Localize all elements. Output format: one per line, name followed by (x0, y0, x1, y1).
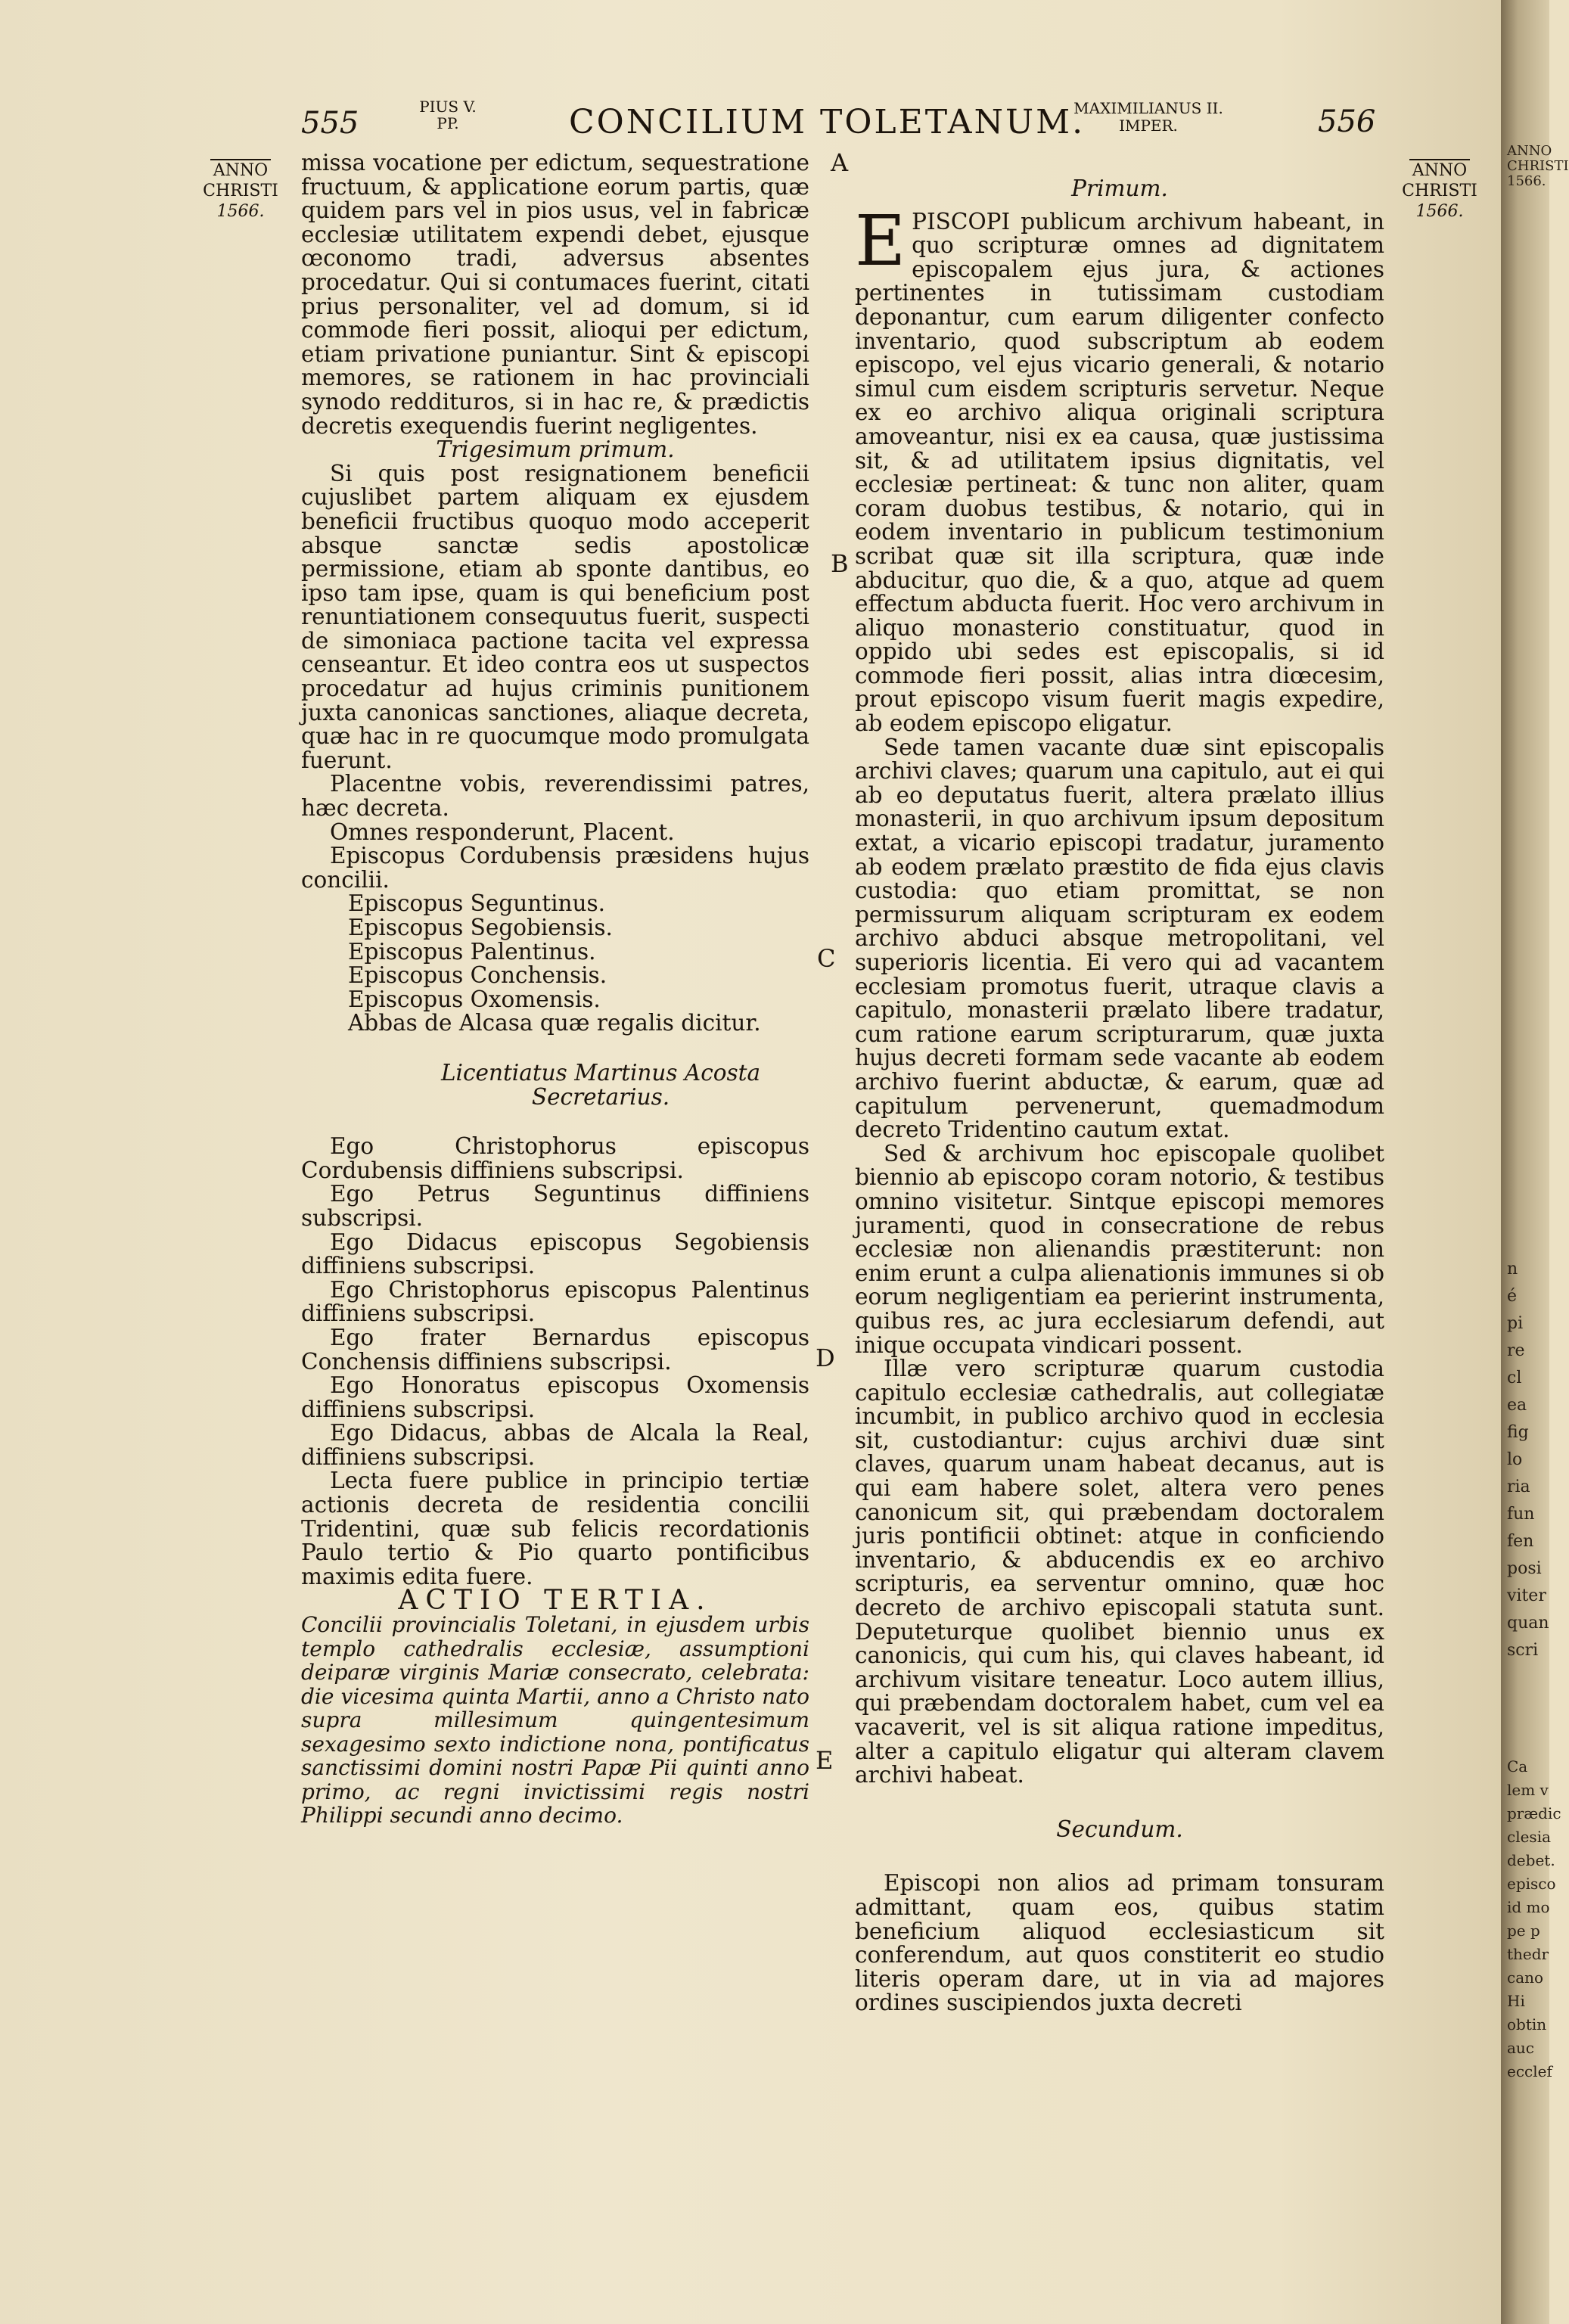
margin-letter-d: D (816, 1344, 835, 1372)
pope-line1: PIUS V. (419, 98, 477, 116)
gutter-fragment: pi (1507, 1314, 1524, 1333)
margin-letter-c: C (817, 944, 836, 973)
gutter-fragment: 1566. (1507, 173, 1546, 189)
left-paragraph-5: Episcopus Cordubensis præsidens hujus concilii. (301, 843, 809, 893)
gutter-fragment: cl (1507, 1369, 1522, 1387)
running-title: CONCILIUM TOLETANUM. (569, 103, 1086, 141)
gutter-fragment: quan (1507, 1614, 1549, 1633)
gutter-fragment: episco (1507, 1875, 1556, 1893)
gutter-fragment: obtin (1507, 2015, 1547, 2034)
gutter-fragment: é (1507, 1287, 1518, 1306)
sidenote-right-line2: CHRISTI (1402, 182, 1477, 200)
gutter-fragment: debet. (1507, 1851, 1555, 1869)
gutter-fragment: thedr (1507, 1945, 1549, 1963)
gutter-fragment: fun (1507, 1505, 1535, 1524)
gutter-fragment: scri (1507, 1641, 1539, 1660)
secretary-line-1: Licentiatus Martinus Acosta (440, 1059, 761, 1086)
gutter-fragment: fen (1507, 1532, 1534, 1551)
sidenote-left-line2: CHRISTI (203, 182, 278, 200)
section-heading-primum: Primum. (1071, 176, 1168, 201)
page-number-right: 556 (1318, 104, 1376, 139)
bishop-list (301, 892, 809, 1036)
right-paragraph-2: Sede tamen vacante duæ sint episcopalis archivi claves; quarum una capitulo, aut ei qui ab eo deputatus fuerit, altera prælato illius monasterii, in quo archivum ipsum depositum extat, a vicario episcopi tradatur, juramento ab eodem prælato præstito de fida ejus clavis custodia: quo etiam promittat, se non permissurum aliquam scripturam ex eodem archivo abduci absque metropolitani, vel superioris licentia. Ei vero qui ad vacantem ecclesiam promotus fuerit, utraque clavis a capitulo, monasterii prælato libere tradatur, cum ratione earum scripturarum, quæ juxta hujus decreti formam sede vacante ab eodem archivo fuerint abductæ, & earum, quæ ad capitulum pervenerunt, quemadmodum decreto Tridentino cautum extat. (855, 734, 1384, 1143)
bishop-item: Episcopus Conchensis. (348, 962, 607, 989)
left-paragraph-1: missa vocatione per edictum, sequestratione fructuum, & applicatione eorum partis, quæ quidem pars vel in pios usus, vel in fabricæ ecclesiæ utilitatem expendi debet, ejusque œconomo tradi, adversus absentes procedatur. Qui si contumaces fuerint, citati prius personaliter, vel ad domum, si id commode fieri possit, alioqui per edictum, etiam privatione puniantur. Sint & episcopi memores, se rationem in hac provinciali synodo reddituros, si in hac re, & prædictis decretis exequendis fuerint negligentes. (301, 150, 809, 439)
gutter-fragment: Ca (1507, 1757, 1528, 1776)
right-paragraph-1-text: PISCOPI publicum archivum habeant, in quo scripturæ omnes ad dignitatem episcopalem ejus jura, & actiones pertinentes in tutissimam custodiam deponantur, cum earum diligenter confecto inventario, quod subscriptum ab eodem episcopo, vel ejus vicario generali, & notario simul cum eisdem scripturis servetur. Neque ex eo archivo aliqua originali scriptura amoveantur, nisi ex ea causa, quæ justissima sit, & ad utilitatem ipsius dignitatis, vel ecclesiæ pertineat: & tunc non aliter, quam coram duobus testibus, & notario, qui in eodem inventario in publicum testimonium scribat quæ sit illa scriptura, quæ inde abducitur, quo die, & a quo, atque ad quem effectum abducta fuerit. Hoc vero archivum in aliquo monasterio constituatur, quod in oppido ubi sedes est episcopalis, si id commode fieri possit, alias intra diœcesim, prout episcopo visum fuerit magis expedire, ab eodem episcopo eligatur. (855, 208, 1384, 737)
gutter-fragment: lo (1507, 1450, 1523, 1469)
gutter-fragment: ecclef (1507, 2062, 1552, 2080)
gutter-fragment: lem v (1507, 1781, 1549, 1799)
gutter-fragment: CHRISTI (1507, 158, 1569, 174)
sidenote-left (195, 159, 286, 222)
bishop-item: Episcopus Segobiensis. (348, 915, 613, 940)
right-paragraph-4: Illæ vero scripturæ quarum custodia capitulo ecclesiæ cathedralis, aut collegiatæ incumbit, in publico archivo quod in ecclesia sit, custodiantur: cujus archivi duæ sint claves, quarum unam habeat decanus, aut is qui eam habere solet, altera vero penes canonicum sit, qui præbendam doctoralem juris pontificii obtinet: atque in conficiendo inventario, & abducendis ex eo archivo scripturis, ea serventur omnino, quæ hoc decreto de archivo episcopali statuta sunt. Deputeturque quolibet biennio unus ex canonicis, qui cum his, qui claves habeant, id archivum visitare teneatur. Loco autem illius, qui præbendam doctoralem habet, cum vel ea vacaverit, vel is sit aliqua ratione impeditus, alter a capitulo eligatur qui alteram clavem archivi habeat. (855, 1356, 1384, 1788)
left-paragraph-2: Si quis post resignationem beneficii cujuslibet partem aliquam ex ejusdem beneficii fructibus quoquo modo acceperit absque sanctæ sedis apostolicæ permissione, etiam ab sponte dantibus, eo ipso tam ipse, quam is qui beneficium post renuntiationem consequutus fuerit, suspecti de simoniaca pactione tacita vel expressa censeantur. Et ideo contra eos ut suspectos procedatur ad hujus criminis punitionem juxta canonicas sanctiones, aliaque decreta, quæ hac in re quocumque modo promulgata fuerunt. (301, 460, 809, 773)
signature-item: Ego Didacus episcopus Segobiensis diffiniens subscripsi. (301, 1229, 809, 1279)
pope-line2: PP. (437, 114, 459, 132)
margin-letter-b: B (831, 549, 849, 578)
gutter-fragments-lower (1507, 1755, 1561, 2083)
gutter-fragment: pe p (1507, 1922, 1540, 1940)
left-column (301, 151, 809, 1828)
bishop-item: Abbas de Alcasa quæ regalis dicitur. (348, 1010, 761, 1036)
gutter-fragment: fig (1507, 1423, 1529, 1442)
actio-tertia-heading: ACTIO TERTIA. (398, 1585, 713, 1617)
bishop-item: Episcopus Palentinus. (348, 938, 596, 965)
emperor-label (1073, 100, 1224, 135)
next-page-edge (1501, 0, 1569, 2324)
gutter-fragment: n (1507, 1260, 1518, 1279)
section-heading-secundum: Secundum. (1056, 1816, 1183, 1842)
gutter-fragment: viter (1507, 1586, 1546, 1605)
gutter-fragment: ANNO (1507, 143, 1552, 159)
gutter-fragment: clesia (1507, 1828, 1552, 1846)
sidenote-left-line1: ANNO (210, 159, 271, 181)
gutter-fragment: id mo (1507, 1898, 1550, 1916)
gutter-fragment: re (1507, 1341, 1525, 1360)
pope-label (418, 98, 478, 132)
sidenote-right-line3: 1566. (1415, 202, 1464, 221)
right-paragraph-3: Sed & archivum hoc episcopale quolibet biennio ab episcopo coram notorio, & testibus omnino visitetur. Sintque episcopi memores juramenti, quod in consecratione de rebus ecclesiæ non alienandis præstiterunt: non enim erunt a culpa alienationis immunes si ob eorum negligentiam ea perierint instrumenta, quibus res, ac jura ecclesiarum defendi, aut inique occupata vindicari possent. (855, 1140, 1384, 1358)
gutter-fragment: ea (1507, 1396, 1527, 1415)
signature-item: Ego Didacus, abbas de Alcala la Real, diffiniens subscripsi. (301, 1420, 809, 1470)
signature-list (301, 1135, 809, 1469)
margin-letter-e: E (816, 1746, 834, 1775)
page-number-left: 555 (301, 106, 359, 141)
right-paragraph-5: Episcopi non alios ad primam tonsuram admittant, quam eos, quibus statim beneficium aliquod ecclesiasticum sit conferendum, aut quos constiterit eo studio literis operam dare, ut in via ad majores ordines suscipiendos juxta decreti (855, 1870, 1384, 2016)
emperor-line1: MAXIMILIANUS II. (1073, 99, 1223, 117)
gutter-fragment: ria (1507, 1477, 1530, 1496)
actio-intro: Concilii provincialis Toletani, in ejusdem urbis templo cathedralis ecclesiæ, assumptioni deiparæ virginis Mariæ consecrato, celebrata: die vicesima quinta Martii, anno a Christo nato supra millesimum quingentesimum sexagesimo sexto indictione nona, pontificatus sanctissimi domini nostri Papæ Pii quinti anno primo, ac regni invictissimi regis nostri Philippi secundi anno decimo. (301, 1612, 809, 1828)
left-paragraph-6: Lecta fuere publice in principio tertiæ actionis decreta de residentia concilii Tridentini, quæ sub felicis recordationis Paulo tertio & Pio quarto pontificibus maximis edita fuere. (301, 1468, 809, 1589)
sidenote-left-line3: 1566. (216, 202, 265, 221)
emperor-line2: IMPER. (1119, 117, 1178, 135)
gutter-fragment: posi (1507, 1559, 1542, 1578)
secretary-line-2: Secretarius. (531, 1083, 670, 1110)
bishop-item: Episcopus Seguntinus. (348, 890, 606, 917)
left-paragraph-3: Placentne vobis, reverendissimi patres, hæc decreta. (301, 771, 809, 822)
signature-item: Ego Honoratus episcopus Oxomensis diffiniens subscripsi. (301, 1372, 809, 1422)
gutter-fragments-upper (1507, 1256, 1549, 1664)
gutter-fragment: cano (1507, 1968, 1544, 1987)
right-column (855, 177, 1384, 2015)
signature-item: Ego Christophorus episcopus Cordubensis diffiniens subscripsi. (301, 1133, 809, 1183)
gutter-fragment: auc (1507, 2039, 1535, 2057)
sidenote-right-line1: ANNO (1409, 159, 1470, 181)
left-paragraph-4: Omnes responderunt, Placent. (330, 819, 675, 845)
bishop-item: Episcopus Oxomensis. (348, 986, 601, 1012)
signature-item: Ego Christophorus episcopus Palentinus diffiniens subscripsi. (301, 1276, 809, 1327)
gutter-fragment: Hi (1507, 1992, 1525, 2010)
section-heading-trigesimum-primum: Trigesimum primum. (436, 437, 675, 463)
gutter-fragment: prædic (1507, 1804, 1561, 1822)
signature-item: Ego frater Bernardus episcopus Conchensis diffiniens subscripsi. (301, 1324, 809, 1375)
signature-item: Ego Petrus Seguntinus diffiniens subscripsi. (301, 1181, 809, 1231)
drop-cap: E (855, 200, 906, 281)
margin-letter-a: A (831, 148, 849, 177)
sidenote-right (1393, 159, 1486, 222)
right-paragraph-1 (855, 200, 1384, 737)
secretary-block (301, 1061, 809, 1109)
gutter-anno (1507, 144, 1569, 189)
